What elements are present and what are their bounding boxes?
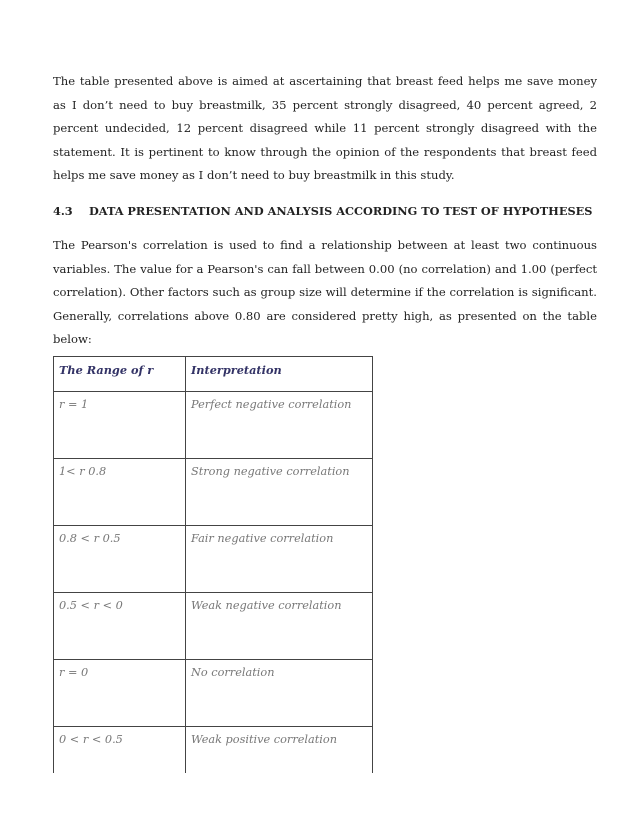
interpretation-cell: Fair negative correlation bbox=[186, 526, 373, 593]
table-row bbox=[54, 593, 373, 660]
section-heading bbox=[53, 204, 613, 218]
table-row bbox=[54, 392, 373, 459]
header-interpretation: Interpretation bbox=[186, 357, 373, 392]
intro-paragraph: The table presented above is aimed at ascertaining that breast feed helps me save money as I don’t need to buy breastmilk, 35 percent strongly disagreed, 40 percent agreed, 2 percent undecided, 12 percent disagreed while 11 percent strongly disagreed with the statement. It is pertinent to know through the opinion of the respondents that breast feed helps me save money as I don’t need to buy breastmilk in this study. bbox=[53, 74, 597, 183]
range-cell: r = 1 bbox=[54, 392, 186, 459]
table-row bbox=[54, 660, 373, 727]
range-cell: 1< r 0.8 bbox=[54, 459, 186, 526]
range-cell: r = 0 bbox=[54, 660, 186, 727]
section-title: DATA PRESENTATION AND ANALYSIS ACCORDING TO TEST OF HYPOTHESES bbox=[89, 204, 593, 218]
correlation-range-table bbox=[53, 356, 373, 773]
interpretation-cell: Strong negative correlation bbox=[186, 459, 373, 526]
interpretation-cell: No correlation bbox=[186, 660, 373, 727]
table-row bbox=[54, 727, 373, 774]
table-row bbox=[54, 526, 373, 593]
range-cell: 0 < r < 0.5 bbox=[54, 727, 186, 774]
header-range: The Range of r bbox=[54, 357, 186, 392]
section-number: 4.3 bbox=[53, 204, 73, 218]
interpretation-cell: Perfect negative correlation bbox=[186, 392, 373, 459]
range-cell: 0.5 < r < 0 bbox=[54, 593, 186, 660]
interpretation-cell: Weak negative correlation bbox=[186, 593, 373, 660]
table-header-row bbox=[54, 357, 373, 392]
body-paragraph: The Pearson's correlation is used to find a relationship between at least two continuous variables. The value for a Pearson's can fall between 0.00 (no correlation) and 1.00 (perfect correlation). Other factors such as group size will determine if the correlation is significant. Generally, correlations above 0.80 are considered pretty high, as presented on the table below: bbox=[53, 238, 597, 347]
range-cell: 0.8 < r 0.5 bbox=[54, 526, 186, 593]
interpretation-cell: Weak positive correlation bbox=[186, 727, 373, 774]
table-row bbox=[54, 459, 373, 526]
